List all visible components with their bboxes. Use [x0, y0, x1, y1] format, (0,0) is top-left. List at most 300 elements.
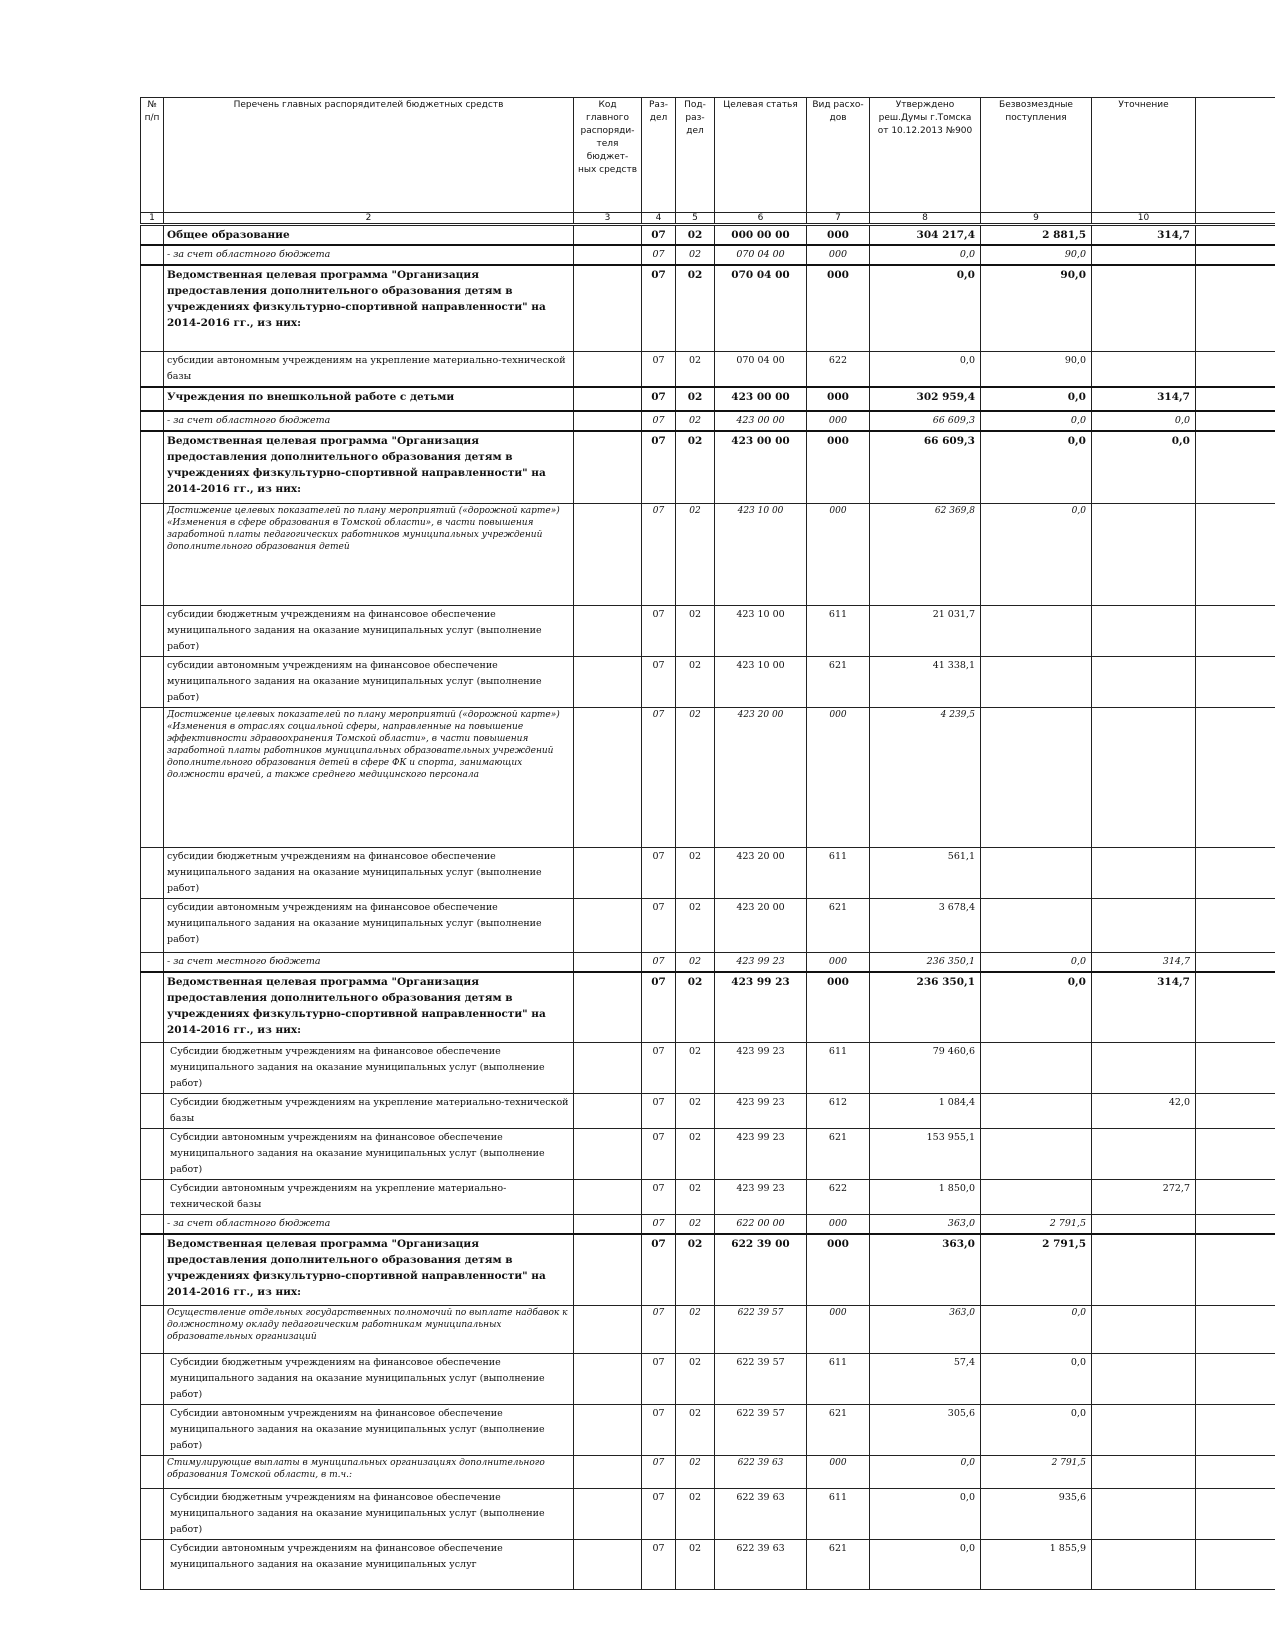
row-code-cell — [574, 1214, 642, 1234]
row-subsection-cell: 02 — [676, 708, 715, 848]
table-row — [141, 387, 1275, 411]
row-target-cell: 423 99 23 — [715, 953, 807, 973]
row-free-receipts-cell — [981, 1128, 1092, 1179]
row-target-cell: 622 00 00 — [715, 1214, 807, 1234]
row-free-receipts-cell: 0,0 — [981, 431, 1092, 504]
row-subsection-cell: 02 — [676, 1214, 715, 1234]
table-row — [141, 1234, 1275, 1306]
row-expense-type-cell: 622 — [807, 351, 870, 387]
row-section-cell: 07 — [642, 953, 676, 973]
row-target-cell: 423 00 00 — [715, 411, 807, 431]
row-clarification-cell: 314,7 — [1092, 953, 1196, 973]
row-target-cell: 423 99 23 — [715, 1179, 807, 1214]
row-expense-type-cell: 000 — [807, 265, 870, 351]
row-approved-cell: 153 955,1 — [870, 1128, 981, 1179]
row-section-cell: 07 — [642, 1540, 676, 1590]
row-approved-cell: 302 959,4 — [870, 387, 981, 411]
row-name-cell: Субсидии бюджетным учреждениям на финансовое обеспечение муниципального задания на оказание муниципальных услуг (выполнение работ) — [164, 1354, 574, 1405]
row-name-cell: Ведомственная целевая программа "Организация предоставления дополнительного образования детям в учреждениях физкультурно-спортивной направленности" на 2014-2016 гг., из них: — [164, 972, 574, 1042]
row-code-cell — [574, 1179, 642, 1214]
column-number: 7 — [807, 213, 870, 225]
table-row — [141, 606, 1275, 657]
row-approved-cell: 363,0 — [870, 1306, 981, 1354]
row-extra-cell — [1196, 657, 1275, 708]
row-free-receipts-cell — [981, 708, 1092, 848]
row-code-cell — [574, 1456, 642, 1489]
column-number: 9 — [981, 213, 1092, 225]
row-approved-cell: 79 460,6 — [870, 1042, 981, 1093]
row-code-cell — [574, 1042, 642, 1093]
header-clarification: Уточнение — [1092, 98, 1196, 213]
row-name-cell: субсидии автономным учреждениям на финансовое обеспечение муниципального задания на оказание муниципальных услуг (выполнение работ) — [164, 657, 574, 708]
table-header-row — [141, 98, 1275, 213]
row-name-cell: Субсидии автономным учреждениям на финансовое обеспечение муниципального задания на оказание муниципальных услуг (выполнение работ) — [164, 1405, 574, 1456]
row-target-cell: 423 00 00 — [715, 387, 807, 411]
row-target-cell: 423 20 00 — [715, 848, 807, 899]
row-name-cell: Субсидии автономным учреждениям на укрепление материально-технической базы — [164, 1179, 574, 1214]
row-section-cell: 07 — [642, 1179, 676, 1214]
row-number-cell — [141, 411, 164, 431]
row-target-cell: 423 10 00 — [715, 504, 807, 606]
row-target-cell: 622 39 63 — [715, 1489, 807, 1540]
row-extra-cell — [1196, 225, 1275, 246]
row-section-cell: 07 — [642, 1093, 676, 1128]
row-code-cell — [574, 1306, 642, 1354]
row-clarification-cell — [1092, 1456, 1196, 1489]
row-subsection-cell: 02 — [676, 1306, 715, 1354]
row-target-cell: 070 04 00 — [715, 245, 807, 265]
column-number: 4 — [642, 213, 676, 225]
row-extra-cell — [1196, 504, 1275, 606]
table-row — [141, 1179, 1275, 1214]
column-number: 10 — [1092, 213, 1196, 225]
column-number — [1196, 213, 1275, 225]
row-section-cell: 07 — [642, 351, 676, 387]
row-free-receipts-cell: 1 855,9 — [981, 1540, 1092, 1590]
row-subsection-cell: 02 — [676, 1540, 715, 1590]
row-clarification-cell — [1092, 1405, 1196, 1456]
row-expense-type-cell: 000 — [807, 1214, 870, 1234]
row-name-cell: Достижение целевых показателей по плану мероприятий («дорожной карте») «Изменения в сфере образования в Томской области», в части повышения заработной платы педагогических работников муниципальных учреждений дополнительного образования детей — [164, 504, 574, 606]
row-clarification-cell — [1092, 708, 1196, 848]
row-subsection-cell: 02 — [676, 953, 715, 973]
row-expense-type-cell: 000 — [807, 708, 870, 848]
row-extra-cell — [1196, 972, 1275, 1042]
row-number-cell — [141, 1405, 164, 1456]
row-approved-cell: 363,0 — [870, 1214, 981, 1234]
row-section-cell: 07 — [642, 265, 676, 351]
table-row — [141, 708, 1275, 848]
row-clarification-cell: 314,7 — [1092, 387, 1196, 411]
row-target-cell: 070 04 00 — [715, 351, 807, 387]
row-name-cell: Стимулирующие выплаты в муниципальных организациях дополнительного образования Томской области, в т.ч.: — [164, 1456, 574, 1489]
row-free-receipts-cell: 0,0 — [981, 411, 1092, 431]
row-subsection-cell: 02 — [676, 1093, 715, 1128]
row-free-receipts-cell: 90,0 — [981, 245, 1092, 265]
row-extra-cell — [1196, 1234, 1275, 1306]
row-clarification-cell — [1092, 899, 1196, 953]
row-subsection-cell: 02 — [676, 411, 715, 431]
row-name-cell: - за счет областного бюджета — [164, 245, 574, 265]
row-extra-cell — [1196, 387, 1275, 411]
row-number-cell — [141, 657, 164, 708]
table-row — [141, 411, 1275, 431]
row-subsection-cell: 02 — [676, 1128, 715, 1179]
row-expense-type-cell: 000 — [807, 1306, 870, 1354]
row-code-cell — [574, 1128, 642, 1179]
row-code-cell — [574, 1234, 642, 1306]
row-approved-cell: 41 338,1 — [870, 657, 981, 708]
table-row — [141, 1128, 1275, 1179]
row-code-cell — [574, 387, 642, 411]
table-row — [141, 1042, 1275, 1093]
row-number-cell — [141, 708, 164, 848]
row-subsection-cell: 02 — [676, 1489, 715, 1540]
row-target-cell: 423 20 00 — [715, 899, 807, 953]
row-subsection-cell: 02 — [676, 504, 715, 606]
table-row — [141, 504, 1275, 606]
row-approved-cell: 0,0 — [870, 1456, 981, 1489]
row-subsection-cell: 02 — [676, 972, 715, 1042]
row-code-cell — [574, 708, 642, 848]
table-row — [141, 657, 1275, 708]
row-extra-cell — [1196, 1405, 1275, 1456]
row-target-cell: 622 39 63 — [715, 1456, 807, 1489]
row-code-cell — [574, 953, 642, 973]
row-approved-cell: 21 031,7 — [870, 606, 981, 657]
table-row — [141, 1354, 1275, 1405]
row-name-cell: Ведомственная целевая программа "Организация предоставления дополнительного образования детям в учреждениях физкультурно-спортивной направленности" на 2014-2016 гг., из них: — [164, 265, 574, 351]
row-number-cell — [141, 1179, 164, 1214]
row-name-cell: субсидии бюджетным учреждениям на финансовое обеспечение муниципального задания на оказание муниципальных услуг (выполнение работ) — [164, 848, 574, 899]
row-extra-cell — [1196, 1489, 1275, 1540]
row-code-cell — [574, 848, 642, 899]
row-expense-type-cell: 000 — [807, 225, 870, 246]
row-name-cell: Общее образование — [164, 225, 574, 246]
header-number: № п/п — [141, 98, 164, 213]
row-number-cell — [141, 431, 164, 504]
row-extra-cell — [1196, 1214, 1275, 1234]
row-extra-cell — [1196, 848, 1275, 899]
row-name-cell: Субсидии бюджетным учреждениям на финансовое обеспечение муниципального задания на оказание муниципальных услуг (выполнение работ) — [164, 1489, 574, 1540]
budget-sheet — [140, 97, 1275, 1590]
table-row — [141, 899, 1275, 953]
row-approved-cell: 4 239,5 — [870, 708, 981, 848]
row-expense-type-cell: 611 — [807, 848, 870, 899]
row-extra-cell — [1196, 245, 1275, 265]
row-free-receipts-cell: 935,6 — [981, 1489, 1092, 1540]
row-expense-type-cell: 000 — [807, 504, 870, 606]
row-free-receipts-cell — [981, 1093, 1092, 1128]
row-clarification-cell — [1092, 606, 1196, 657]
row-clarification-cell — [1092, 1540, 1196, 1590]
row-number-cell — [141, 1306, 164, 1354]
row-target-cell: 423 10 00 — [715, 657, 807, 708]
row-section-cell: 07 — [642, 848, 676, 899]
row-subsection-cell: 02 — [676, 1234, 715, 1306]
row-approved-cell: 66 609,3 — [870, 431, 981, 504]
row-section-cell: 07 — [642, 1128, 676, 1179]
row-target-cell: 622 39 57 — [715, 1405, 807, 1456]
row-subsection-cell: 02 — [676, 265, 715, 351]
row-number-cell — [141, 265, 164, 351]
row-approved-cell: 236 350,1 — [870, 972, 981, 1042]
row-extra-cell — [1196, 265, 1275, 351]
row-clarification-cell — [1092, 1234, 1196, 1306]
row-name-cell: Субсидии автономным учреждениям на финансовое обеспечение муниципального задания на оказание муниципальных услуг — [164, 1540, 574, 1590]
row-section-cell: 07 — [642, 972, 676, 1042]
column-number: 6 — [715, 213, 807, 225]
row-section-cell: 07 — [642, 411, 676, 431]
table-row — [141, 351, 1275, 387]
row-approved-cell: 0,0 — [870, 1489, 981, 1540]
table-row — [141, 1489, 1275, 1540]
row-target-cell: 423 10 00 — [715, 606, 807, 657]
row-number-cell — [141, 387, 164, 411]
row-section-cell: 07 — [642, 708, 676, 848]
row-free-receipts-cell: 0,0 — [981, 972, 1092, 1042]
row-extra-cell — [1196, 606, 1275, 657]
table-row — [141, 225, 1275, 246]
row-code-cell — [574, 1354, 642, 1405]
row-code-cell — [574, 1093, 642, 1128]
row-section-cell: 07 — [642, 387, 676, 411]
header-subsection: Под- раз- дел — [676, 98, 715, 213]
header-approved: Утверждено реш.Думы г.Томска от 10.12.2013 №900 — [870, 98, 981, 213]
row-extra-cell — [1196, 431, 1275, 504]
row-code-cell — [574, 411, 642, 431]
table-row — [141, 1540, 1275, 1590]
row-number-cell — [141, 1489, 164, 1540]
row-target-cell: 423 20 00 — [715, 708, 807, 848]
row-expense-type-cell: 621 — [807, 1405, 870, 1456]
row-section-cell: 07 — [642, 657, 676, 708]
row-subsection-cell: 02 — [676, 1354, 715, 1405]
row-expense-type-cell: 000 — [807, 1234, 870, 1306]
row-section-cell: 07 — [642, 1405, 676, 1456]
row-extra-cell — [1196, 1354, 1275, 1405]
row-subsection-cell: 02 — [676, 387, 715, 411]
row-extra-cell — [1196, 411, 1275, 431]
row-section-cell: 07 — [642, 245, 676, 265]
row-name-cell: Субсидии бюджетным учреждениям на укрепление материально-технической базы — [164, 1093, 574, 1128]
row-number-cell — [141, 1214, 164, 1234]
row-free-receipts-cell: 0,0 — [981, 1306, 1092, 1354]
row-clarification-cell — [1092, 848, 1196, 899]
row-approved-cell: 0,0 — [870, 351, 981, 387]
table-row — [141, 1405, 1275, 1456]
row-number-cell — [141, 848, 164, 899]
row-section-cell: 07 — [642, 431, 676, 504]
row-clarification-cell: 314,7 — [1092, 972, 1196, 1042]
row-section-cell: 07 — [642, 1456, 676, 1489]
row-extra-cell — [1196, 1093, 1275, 1128]
row-free-receipts-cell: 0,0 — [981, 387, 1092, 411]
row-name-cell: Осуществление отдельных государственных полномочий по выплате надбавок к должностному окладу педагогическим работникам муниципальных образовательных организаций — [164, 1306, 574, 1354]
row-approved-cell: 1 850,0 — [870, 1179, 981, 1214]
row-extra-cell — [1196, 899, 1275, 953]
row-name-cell: Достижение целевых показателей по плану мероприятий («дорожной карте») «Изменения в отраслях социальной сферы, направленные на повышение эффективности здравоохранения Томской области», в части повышения заработной платы работников муниципальных образовательных учреждений дополнительного образования детей в сфере ФК и спорта, занимающих должности врачей, а также среднего медицинского персонала — [164, 708, 574, 848]
table-row — [141, 431, 1275, 504]
row-free-receipts-cell: 90,0 — [981, 265, 1092, 351]
row-code-cell — [574, 431, 642, 504]
table-row — [141, 1214, 1275, 1234]
header-distributors: Перечень главных распорядителей бюджетных средств — [164, 98, 574, 213]
table-row — [141, 972, 1275, 1042]
row-clarification-cell — [1092, 504, 1196, 606]
row-section-cell: 07 — [642, 899, 676, 953]
row-expense-type-cell: 621 — [807, 657, 870, 708]
row-approved-cell: 1 084,4 — [870, 1093, 981, 1128]
row-clarification-cell — [1092, 657, 1196, 708]
row-extra-cell — [1196, 1179, 1275, 1214]
row-clarification-cell: 314,7 — [1092, 225, 1196, 246]
row-approved-cell: 236 350,1 — [870, 953, 981, 973]
row-subsection-cell: 02 — [676, 1456, 715, 1489]
row-subsection-cell: 02 — [676, 245, 715, 265]
row-target-cell: 622 39 00 — [715, 1234, 807, 1306]
row-expense-type-cell: 000 — [807, 972, 870, 1042]
row-expense-type-cell: 611 — [807, 1042, 870, 1093]
row-approved-cell: 3 678,4 — [870, 899, 981, 953]
row-free-receipts-cell — [981, 657, 1092, 708]
row-extra-cell — [1196, 1456, 1275, 1489]
row-free-receipts-cell: 2 881,5 — [981, 225, 1092, 246]
row-approved-cell: 0,0 — [870, 245, 981, 265]
row-free-receipts-cell: 0,0 — [981, 953, 1092, 973]
row-expense-type-cell: 621 — [807, 899, 870, 953]
row-section-cell: 07 — [642, 504, 676, 606]
budget-table — [140, 97, 1275, 1590]
table-row — [141, 265, 1275, 351]
row-clarification-cell — [1092, 265, 1196, 351]
row-expense-type-cell: 000 — [807, 411, 870, 431]
table-row — [141, 848, 1275, 899]
row-name-cell: Субсидии бюджетным учреждениям на финансовое обеспечение муниципального задания на оказание муниципальных услуг (выполнение работ) — [164, 1042, 574, 1093]
row-number-cell — [141, 899, 164, 953]
row-code-cell — [574, 1489, 642, 1540]
row-extra-cell — [1196, 351, 1275, 387]
row-number-cell — [141, 351, 164, 387]
row-clarification-cell: 0,0 — [1092, 411, 1196, 431]
row-code-cell — [574, 657, 642, 708]
row-subsection-cell: 02 — [676, 1405, 715, 1456]
row-number-cell — [141, 245, 164, 265]
row-target-cell: 423 00 00 — [715, 431, 807, 504]
row-expense-type-cell: 622 — [807, 1179, 870, 1214]
row-expense-type-cell: 000 — [807, 953, 870, 973]
row-expense-type-cell: 000 — [807, 1456, 870, 1489]
row-number-cell — [141, 972, 164, 1042]
row-expense-type-cell: 612 — [807, 1093, 870, 1128]
row-number-cell — [141, 1354, 164, 1405]
column-number: 8 — [870, 213, 981, 225]
row-target-cell: 622 39 63 — [715, 1540, 807, 1590]
table-row — [141, 1306, 1275, 1354]
row-section-cell: 07 — [642, 1234, 676, 1306]
row-free-receipts-cell: 2 791,5 — [981, 1234, 1092, 1306]
budget-rows — [141, 225, 1275, 1590]
row-clarification-cell — [1092, 1128, 1196, 1179]
row-clarification-cell — [1092, 1214, 1196, 1234]
header-free-receipts: Безвозмездные поступления — [981, 98, 1092, 213]
row-target-cell: 423 99 23 — [715, 972, 807, 1042]
table-row — [141, 953, 1275, 973]
row-subsection-cell: 02 — [676, 848, 715, 899]
row-expense-type-cell: 611 — [807, 606, 870, 657]
row-name-cell: Учреждения по внешкольной работе с детьми — [164, 387, 574, 411]
row-name-cell: - за счет областного бюджета — [164, 1214, 574, 1234]
row-expense-type-cell: 000 — [807, 245, 870, 265]
row-expense-type-cell: 621 — [807, 1128, 870, 1179]
row-free-receipts-cell: 90,0 — [981, 351, 1092, 387]
row-name-cell: Ведомственная целевая программа "Организация предоставления дополнительного образования детям в учреждениях физкультурно-спортивной направленности" на 2014-2016 гг., из них: — [164, 431, 574, 504]
row-approved-cell: 305,6 — [870, 1405, 981, 1456]
row-name-cell: Субсидии автономным учреждениям на финансовое обеспечение муниципального задания на оказание муниципальных услуг (выполнение работ) — [164, 1128, 574, 1179]
row-clarification-cell — [1092, 1042, 1196, 1093]
row-name-cell: Ведомственная целевая программа "Организация предоставления дополнительного образования детям в учреждениях физкультурно-спортивной направленности" на 2014-2016 гг., из них: — [164, 1234, 574, 1306]
row-code-cell — [574, 899, 642, 953]
row-subsection-cell: 02 — [676, 1042, 715, 1093]
row-clarification-cell — [1092, 1306, 1196, 1354]
row-expense-type-cell: 000 — [807, 431, 870, 504]
row-subsection-cell: 02 — [676, 657, 715, 708]
column-number: 2 — [164, 213, 574, 225]
header-distributor-code: Код главного распоряди- теля бюджет- ных средств — [574, 98, 642, 213]
header-expense-type: Вид расхо- дов — [807, 98, 870, 213]
row-target-cell: 423 99 23 — [715, 1128, 807, 1179]
row-approved-cell: 561,1 — [870, 848, 981, 899]
row-extra-cell — [1196, 1042, 1275, 1093]
row-subsection-cell: 02 — [676, 899, 715, 953]
row-target-cell: 423 99 23 — [715, 1042, 807, 1093]
row-number-cell — [141, 606, 164, 657]
row-code-cell — [574, 265, 642, 351]
row-code-cell — [574, 225, 642, 246]
row-target-cell: 423 99 23 — [715, 1093, 807, 1128]
header-section: Раз- дел — [642, 98, 676, 213]
row-clarification-cell: 42,0 — [1092, 1093, 1196, 1128]
row-free-receipts-cell: 0,0 — [981, 1354, 1092, 1405]
row-code-cell — [574, 245, 642, 265]
row-clarification-cell: 0,0 — [1092, 431, 1196, 504]
row-number-cell — [141, 1128, 164, 1179]
row-free-receipts-cell — [981, 848, 1092, 899]
row-subsection-cell: 02 — [676, 351, 715, 387]
row-number-cell — [141, 1540, 164, 1590]
row-free-receipts-cell: 0,0 — [981, 1405, 1092, 1456]
row-extra-cell — [1196, 1306, 1275, 1354]
row-expense-type-cell: 611 — [807, 1489, 870, 1540]
row-approved-cell: 57,4 — [870, 1354, 981, 1405]
column-number: 1 — [141, 213, 164, 225]
row-clarification-cell — [1092, 245, 1196, 265]
row-clarification-cell — [1092, 1354, 1196, 1405]
row-extra-cell — [1196, 953, 1275, 973]
row-approved-cell: 304 217,4 — [870, 225, 981, 246]
row-free-receipts-cell — [981, 606, 1092, 657]
row-free-receipts-cell: 2 791,5 — [981, 1214, 1092, 1234]
row-clarification-cell: 272,7 — [1092, 1179, 1196, 1214]
row-number-cell — [141, 953, 164, 973]
row-section-cell: 07 — [642, 225, 676, 246]
row-section-cell: 07 — [642, 1042, 676, 1093]
row-code-cell — [574, 606, 642, 657]
row-subsection-cell: 02 — [676, 606, 715, 657]
row-target-cell: 622 39 57 — [715, 1306, 807, 1354]
row-name-cell: - за счет областного бюджета — [164, 411, 574, 431]
row-target-cell: 622 39 57 — [715, 1354, 807, 1405]
